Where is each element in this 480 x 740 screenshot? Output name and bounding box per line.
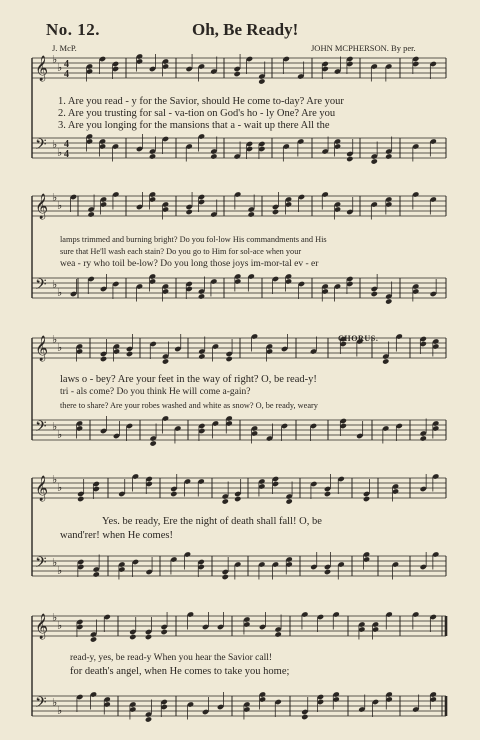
bass-clef-icon: 𝄢 xyxy=(35,136,47,157)
note-head xyxy=(149,153,156,159)
note-head xyxy=(248,211,255,217)
hymn-number: No. 12. xyxy=(46,20,101,39)
note-head xyxy=(275,631,282,637)
flat-icon: ♭ xyxy=(57,428,63,441)
flat-icon: ♭ xyxy=(57,199,63,212)
flat-icon: ♭ xyxy=(57,286,63,299)
hymn-title: Oh, Be Ready! xyxy=(192,20,299,39)
flat-icon: ♭ xyxy=(52,191,58,204)
composer-credit: JOHN MCPHERSON. By per. xyxy=(311,43,416,53)
flat-icon: ♭ xyxy=(52,138,58,151)
lyric-line: tri - als come? Do you think He will come a-gain? xyxy=(60,387,251,397)
note-head xyxy=(222,498,229,504)
note-head xyxy=(382,358,389,364)
note-head xyxy=(162,358,169,364)
flat-icon: ♭ xyxy=(57,341,63,354)
treble-clef-icon: 𝄞 xyxy=(35,476,49,501)
lyric-line: sure that He'll wash each stain? Do you go to Him for sol-ace when your xyxy=(60,247,302,256)
treble-clef-icon: 𝄞 xyxy=(35,194,49,219)
note-head xyxy=(100,356,107,362)
flat-icon: ♭ xyxy=(52,420,58,433)
note-head xyxy=(226,356,233,362)
note-head xyxy=(258,78,265,84)
flat-icon: ♭ xyxy=(57,146,63,159)
note-head xyxy=(346,156,353,162)
note-head xyxy=(286,498,293,504)
time-signature: 4 xyxy=(64,69,69,80)
note-head xyxy=(93,571,100,577)
flat-icon: ♭ xyxy=(52,53,58,66)
bass-clef-icon: 𝄢 xyxy=(35,554,47,575)
note-head xyxy=(126,351,133,357)
flat-icon: ♭ xyxy=(52,696,58,709)
note-head xyxy=(234,71,241,77)
note-head xyxy=(272,209,279,215)
flat-icon: ♭ xyxy=(52,278,58,291)
note-head xyxy=(420,435,427,441)
note-head xyxy=(145,634,152,640)
note-head xyxy=(371,158,378,164)
note-head xyxy=(77,496,84,502)
note-head xyxy=(88,211,95,217)
bass-clef-icon: 𝄢 xyxy=(35,276,47,297)
note-head xyxy=(198,293,205,299)
note-head xyxy=(90,636,97,642)
note-head xyxy=(324,569,331,575)
lyric-line: wea - ry who toil be-low? Do you long those joys im-mor-tal ev - er xyxy=(60,259,319,269)
note-head xyxy=(150,440,157,446)
time-signature: 4 xyxy=(64,139,69,150)
note-head xyxy=(234,496,241,502)
bass-clef-icon: 𝄢 xyxy=(35,418,47,439)
note-head xyxy=(301,714,308,720)
lyric-line: there to share? Are your robes washed and white as snow? O, be ready, weary xyxy=(60,401,318,410)
lyric-line: for death's angel, when He comes to take you home; xyxy=(70,666,290,677)
note-head xyxy=(186,209,193,215)
note-head xyxy=(222,574,229,580)
bass-clef-icon: 𝄢 xyxy=(35,694,47,715)
treble-clef-icon: 𝄞 xyxy=(35,614,49,639)
note-head xyxy=(145,716,152,722)
note-head xyxy=(129,634,136,640)
lyricist-credit: J. McP. xyxy=(52,43,77,53)
time-signature: 4 xyxy=(64,149,69,160)
flat-icon: ♭ xyxy=(57,564,63,577)
lyric-line: laws o - bey? Are your feet in the way of right? O, be read-y! xyxy=(60,374,317,385)
time-signature: 4 xyxy=(64,59,69,70)
lyric-line: Yes. be ready, Ere the night of death shall fall! O, be xyxy=(102,516,322,527)
lyric-line: 1. Are you read - y for the Savior, should He come to-day? Are your xyxy=(58,96,344,107)
flat-icon: ♭ xyxy=(52,473,58,486)
note-head xyxy=(210,153,217,159)
note-head xyxy=(385,153,392,159)
lyric-line: wand'rer! when He comes! xyxy=(60,530,173,541)
note-head xyxy=(170,491,177,497)
note-head xyxy=(161,629,168,635)
flat-icon: ♭ xyxy=(57,704,63,717)
flat-icon: ♭ xyxy=(52,333,58,346)
flat-icon: ♭ xyxy=(57,61,63,74)
flat-icon: ♭ xyxy=(52,556,58,569)
note-head xyxy=(324,491,331,497)
chorus-label: CHORUS. xyxy=(338,334,379,343)
note-head xyxy=(198,353,205,359)
flat-icon: ♭ xyxy=(52,611,58,624)
note-head xyxy=(363,496,370,502)
lyric-line: lamps trimmed and burning bright? Do you fol-low His commandments and His xyxy=(60,235,327,244)
flat-icon: ♭ xyxy=(57,481,63,494)
note-head xyxy=(385,298,392,304)
note-head xyxy=(371,291,378,297)
flat-icon: ♭ xyxy=(57,619,63,632)
treble-clef-icon: 𝄞 xyxy=(35,336,49,361)
lyric-line: 3. Are you longing for the mansions that a - wait up there All the xyxy=(58,120,330,131)
lyric-line: 2. Are you trusting for sal - va-tion on God's ho - ly One? Are you xyxy=(58,108,336,119)
lyric-line: read-y, yes, be read-y When you hear the Savior call! xyxy=(70,653,273,663)
treble-clef-icon: 𝄞 xyxy=(35,56,49,81)
